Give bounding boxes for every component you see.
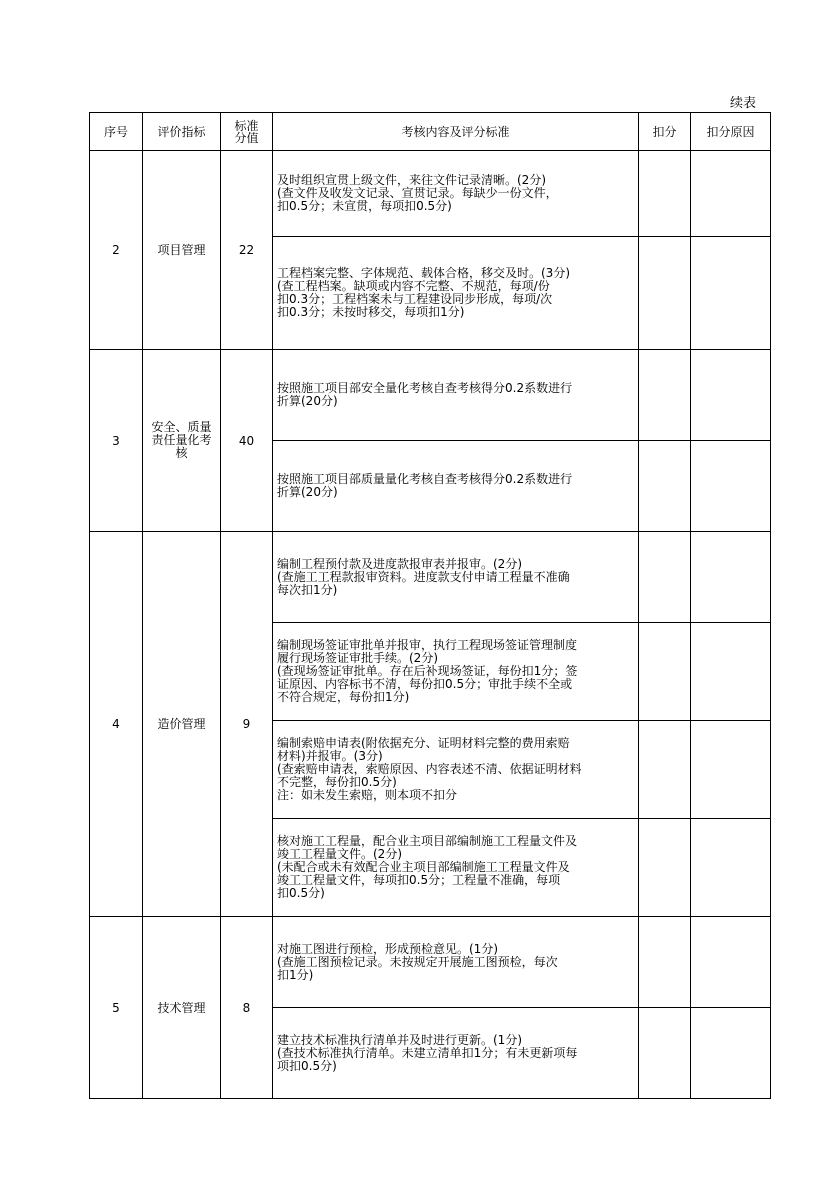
criteria-line: (查索赔申请表，索赔原因、内容表述不清、依据证明材料 <box>277 762 582 776</box>
section-indicator <box>143 350 221 532</box>
criteria-line: 不完整，每份扣0.5分) <box>277 775 397 789</box>
criteria-line: (查现场签证审批单。存在后补现场签证，每份扣1分；签 <box>277 664 578 678</box>
criteria-line: 折算(20分) <box>277 485 338 499</box>
criteria-line: 每次扣1分) <box>277 582 338 597</box>
criteria-line: 竣工工程量文件，每项扣0.5分；工程量不准确，每项 <box>277 873 561 887</box>
criteria-line: 扣0.5分；未宣贯，每项扣0.5分) <box>277 199 452 213</box>
deduct-cell[interactable] <box>639 441 691 532</box>
header-score <box>221 113 273 151</box>
deduct-cell[interactable] <box>639 623 691 721</box>
criteria-line: 竣工工程量文件。(2分) <box>277 847 402 861</box>
deduct-cell[interactable] <box>639 151 691 237</box>
criteria-line: 材料)并报审。(3分) <box>277 749 383 763</box>
section-indicator-line: 责任量化考 <box>151 433 212 447</box>
criteria-line: 证原因、内容标书不清，每份扣0.5分；审批手续不全或 <box>277 677 573 691</box>
table-row <box>90 532 771 623</box>
criteria-cell <box>273 819 639 917</box>
criteria-cell <box>273 917 639 1008</box>
criteria-line: 及时组织宣贯上级文件，来往文件记录清晰。(2分) <box>277 173 546 187</box>
criteria-line: 注：如未发生索赔，则本项不扣分 <box>277 788 458 802</box>
deduct-cell[interactable] <box>639 819 691 917</box>
continued-label: 续表 <box>730 96 757 111</box>
criteria-line: 折算(20分) <box>277 394 338 408</box>
reason-cell[interactable] <box>691 623 771 721</box>
section-no: 2 <box>90 151 143 350</box>
deduct-cell[interactable] <box>639 350 691 441</box>
deduct-cell[interactable] <box>639 532 691 623</box>
reason-cell[interactable] <box>691 237 771 350</box>
criteria-line: 按照施工项目部质量量化考核自查考核得分0.2系数进行 <box>277 472 573 486</box>
section-indicator-line: 核 <box>175 446 188 460</box>
criteria-line: 核对施工工程量，配合业主项目部编制施工工程量文件及 <box>277 834 578 848</box>
criteria-line: 对施工图进行预检，形成预检意见。(1分) <box>277 941 498 956</box>
header-no: 序号 <box>90 113 143 151</box>
section-no: 4 <box>90 532 143 917</box>
section-score: 22 <box>221 151 273 350</box>
section-score: 9 <box>221 532 273 917</box>
criteria-cell <box>273 1008 639 1099</box>
criteria-line: 工程档案完整、字体规范、载体合格，移交及时。(3分) <box>277 266 571 280</box>
section-indicator: 造价管理 <box>143 532 221 917</box>
evaluation-table <box>89 112 771 1099</box>
table-row <box>90 917 771 1008</box>
criteria-line: 编制现场签证审批单并报审，执行工程现场签证管理制度 <box>277 638 578 652</box>
section-no: 5 <box>90 917 143 1099</box>
criteria-line: 不符合规定，每份扣1分) <box>277 690 410 704</box>
deduct-cell[interactable] <box>639 721 691 819</box>
criteria-line: (未配合或未有效配合业主项目部编制施工工程量文件及 <box>277 860 570 874</box>
header-indicator: 评价指标 <box>143 113 221 151</box>
section-no: 3 <box>90 350 143 532</box>
criteria-line: (查施工图预检记录。未按规定开展施工图预检，每次 <box>277 954 558 969</box>
criteria-line: 扣0.3分；工程档案未与工程建设同步形成，每项/次 <box>277 292 553 306</box>
criteria-cell <box>273 441 639 532</box>
table-row <box>90 151 771 237</box>
reason-cell[interactable] <box>691 819 771 917</box>
criteria-cell <box>273 151 639 237</box>
criteria-line: 扣0.5分) <box>277 886 325 900</box>
deduct-cell[interactable] <box>639 1008 691 1099</box>
criteria-cell <box>273 237 639 350</box>
header-score-line1: 标准 <box>234 118 259 133</box>
criteria-cell <box>273 623 639 721</box>
criteria-cell <box>273 350 639 441</box>
reason-cell[interactable] <box>691 721 771 819</box>
criteria-cell <box>273 721 639 819</box>
reason-cell[interactable] <box>691 350 771 441</box>
criteria-line: (查工程档案。缺项或内容不完整、不规范，每项/份 <box>277 279 550 293</box>
header-deduct: 扣分 <box>639 113 691 151</box>
reason-cell[interactable] <box>691 1008 771 1099</box>
criteria-line: (查施工工程款报审资料。进度款支付申请工程量不准确 <box>277 569 570 584</box>
header-row <box>90 113 771 151</box>
criteria-line: 扣1分) <box>277 967 314 982</box>
criteria-line: 扣0.3分；未按时移交，每项扣1分) <box>277 305 465 319</box>
reason-cell[interactable] <box>691 532 771 623</box>
deduct-cell[interactable] <box>639 237 691 350</box>
criteria-line: (查文件及收发文记录、宣贯记录。每缺少一份文件， <box>277 186 558 200</box>
reason-cell[interactable] <box>691 917 771 1008</box>
section-score: 8 <box>221 917 273 1099</box>
criteria-line: 编制工程预付款及进度款报审表并报审。(2分) <box>277 556 522 571</box>
criteria-line: 编制索赔申请表(附依据充分、证明材料完整的费用索赔 <box>277 736 570 750</box>
header-score-line2: 分值 <box>234 130 259 145</box>
header-content: 考核内容及评分标准 <box>273 113 639 151</box>
section-indicator: 技术管理 <box>143 917 221 1099</box>
criteria-line: 履行现场签证审批手续。(2分) <box>277 651 438 665</box>
criteria-cell <box>273 532 639 623</box>
reason-cell[interactable] <box>691 441 771 532</box>
reason-cell[interactable] <box>691 151 771 237</box>
table-row <box>90 350 771 441</box>
header-reason: 扣分原因 <box>691 113 771 151</box>
criteria-line: (查技术标准执行清单。未建立清单扣1分；有未更新项每 <box>277 1045 578 1060</box>
deduct-cell[interactable] <box>639 917 691 1008</box>
section-score: 40 <box>221 350 273 532</box>
section-indicator-line: 安全、质量 <box>151 420 212 434</box>
section-indicator: 项目管理 <box>143 151 221 350</box>
criteria-line: 按照施工项目部安全量化考核自查考核得分0.2系数进行 <box>277 381 573 395</box>
criteria-line: 建立技术标准执行清单并及时进行更新。(1分) <box>277 1032 522 1047</box>
criteria-line: 项扣0.5分) <box>277 1058 337 1073</box>
